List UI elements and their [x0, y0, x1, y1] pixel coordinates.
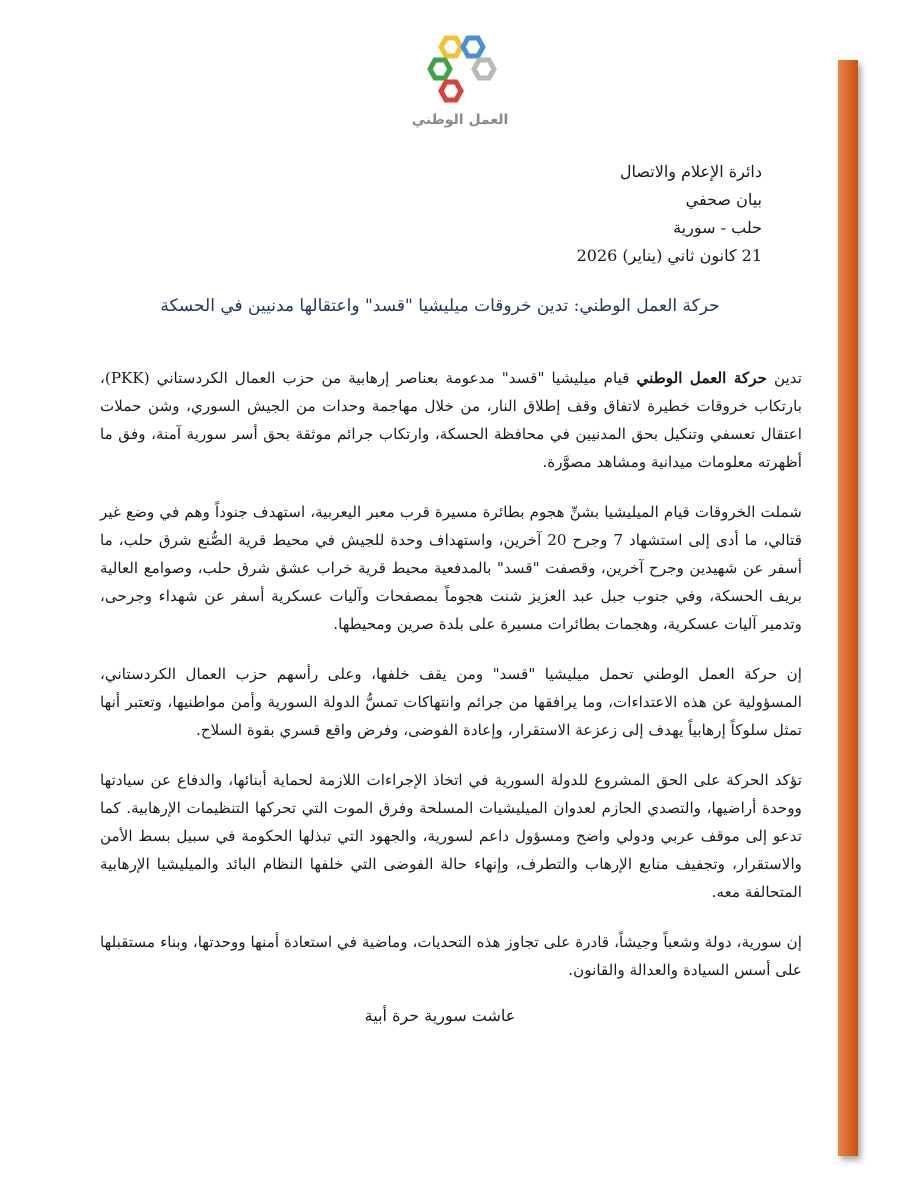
organization-name-bold: حركة العمل الوطني — [636, 369, 767, 387]
date: 21 كانون ثاني (يناير) 2026 — [576, 246, 762, 265]
body-text — [100, 364, 802, 1006]
organization-logo — [410, 34, 510, 134]
hexagon-red — [441, 82, 461, 100]
p1-prefix: تدين — [767, 369, 802, 387]
hexagon-green — [430, 60, 450, 78]
paragraph-3: إن حركة العمل الوطني تحمل ميليشيا "قسد" ومن يقف خلفها، وعلى رأسهم حزب العمال الكردستاني، المسؤولية عن هذه الاعتداءات، وما يرافقها من جرائم وانتهاكات تمسُّ الدولة السورية وأمن مواطنيها، وتعتبر أنها تمثل سلوكاً إرهابياً يهدف إلى زعزعة الاستقرار، وإعادة الفوضى، وفرض واقع قسري بقوة السلاح. — [100, 665, 802, 739]
document-type: بيان صحفي — [685, 190, 762, 209]
paragraph-1 — [100, 364, 802, 476]
hexagon-cluster-icon — [410, 34, 510, 112]
hexagon-gray — [474, 60, 494, 78]
paragraph-4: تؤكد الحركة على الحق المشروع للدولة السورية في اتخاذ الإجراءات اللازمة لحماية أبنائها، والدفاع عن سيادتها ووحدة أراضيها، والتصدي الحازم لعدوان الميليشيات المسلحة وفرق الموت التي تحركها التنظيمات الإرهابية. كما تدعو إلى موقف عربي ودولي واضح ومسؤول داعم لسورية، والجهود التي تبذلها الحكومة في سبيل بسط الأمن والاستقرار، وتجفيف منابع الإرهاب والتطرف، وإنهاء حالة الفوضى التي خلفها النظام البائد والميليشيا الإرهابية المتحالفة معه. — [100, 771, 802, 901]
department-name: دائرة الإعلام والاتصال — [619, 162, 762, 181]
paragraph-5: إن سورية، دولة وشعباً وجيشاً، قادرة على تجاوز هذه التحديات، وماضية في استعادة أمنها ووحدتها، وبناء مستقبلها على أسس السيادة والعدالة والقانون. — [100, 933, 802, 979]
p1-rest: قيام ميليشيا "قسد" مدعومة بعناصر إرهابية من حزب العمال الكردستاني (PKK)، بارتكاب خروقات خطيرة لاتفاق وقف إطلاق النار، من خلال مهاجمة وحدات من الجيش السوري، وشن حملات اعتقال تعسفي وتنكيل بحق المدنيين في محافظة الحسكة، وارتكاب جرائم موثقة بحق أسر سورية آمنة، وفق ما أظهرته معلومات ميدانية ومشاهد مصوَّرة. — [100, 369, 802, 471]
closing-slogan: عاشت سورية حرة أبية — [364, 1006, 516, 1025]
page-title: حركة العمل الوطني: تدين خروقات ميليشيا "قسد" واعتقالها مدنيين في الحسكة — [160, 296, 720, 316]
location: حلب - سورية — [673, 218, 762, 237]
logo-text: العمل الوطني — [411, 112, 509, 128]
hexagon-yellow — [441, 38, 461, 56]
paragraph-2: شملت الخروقات قيام الميليشيا بشنِّ هجوم بطائرة مسيرة قرب معبر اليعربية، استهدف جنوداً وهم في وضع غير قتالي، ما أدى إلى استشهاد 7 وجرح 20 آخرين، واستهداف وحدة للجيش في محيط قرية الصُّنع شرق حلب، ما أسفر عن شهيدين وجرح آخرين، وقصفت "قسد" بالمدفعية محيط قرية خراب عشق شرق حلب، وصوامع العالية بريف الحسكة، وفي جنوب جبل عبد العزيز شنت هجوماً بمصفحات وآليات عسكرية أسفر عن شهداء وجرحى، وتدمير آليات عسكرية، وهجمات بطائرات مسيرة على بلدة صرين ومحيطها. — [100, 503, 802, 633]
hexagon-blue — [463, 38, 483, 56]
decorative-side-bar — [838, 60, 858, 1156]
header-block — [362, 158, 762, 270]
